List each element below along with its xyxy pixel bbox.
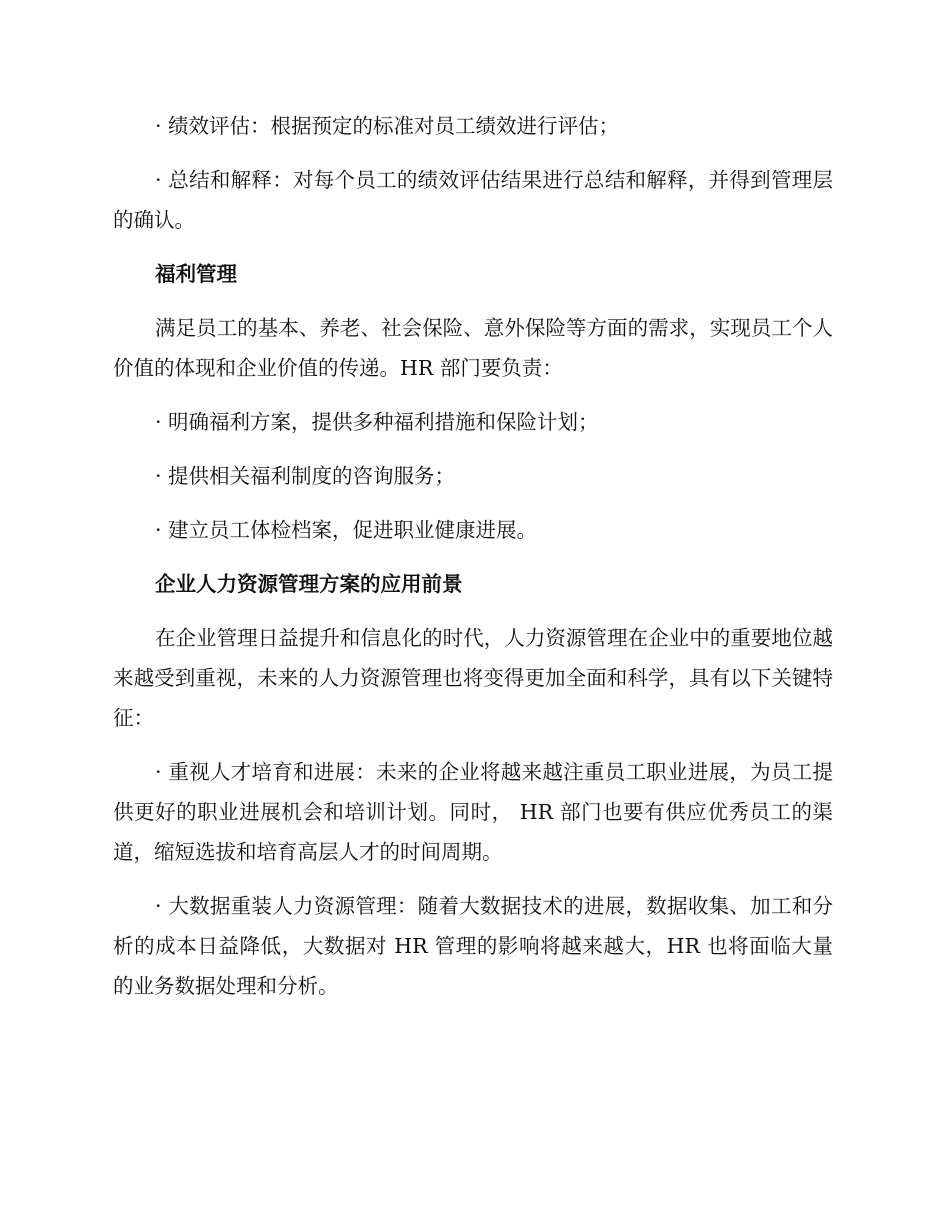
bullet-item: · 总结和解释：对每个员工的绩效评估结果进行总结和解释，并得到管理层的确认。 xyxy=(113,168,833,232)
document-body xyxy=(113,106,833,1020)
section-intro-outlook: 在企业管理日益提升和信息化的时代，人力资源管理在企业中的重要地位越来越受到重视，未来的人力资源管理也将变得更加全面和科学，具有以下关键特征： xyxy=(113,626,833,730)
section-heading-outlook: 企业人力资源管理方案的应用前景 xyxy=(155,572,463,596)
bullet-item: · 建立员工体检档案，促进职业健康进展。 xyxy=(155,518,538,542)
bullet-item: · 大数据重装人力资源管理：随着大数据技术的进展，数据收集、加工和分析的成本日益降低，大数据对 HR 管理的影响将越来越大，HR 也将面临大量的业务数据处理和分析。 xyxy=(113,894,833,998)
bullet-item: · 明确福利方案，提供多种福利措施和保险计划； xyxy=(155,410,599,434)
section-intro-welfare: 满足员工的基本、养老、社会保险、意外保险等方面的需求，实现员工个人价值的体现和企业价值的传递。HR 部门要负责： xyxy=(113,316,833,380)
bullet-item: · 绩效评估：根据预定的标准对员工绩效进行评估； xyxy=(155,114,620,138)
bullet-item: · 重视人才培育和进展：未来的企业将越来越注重员工职业进展，为员工提供更好的职业进展机会和培训计划。同时， HR 部门也要有供应优秀员工的渠道，缩短选拔和培育高层人才的时间周期。 xyxy=(113,760,833,864)
bullet-item: · 提供相关福利制度的咨询服务； xyxy=(155,464,456,488)
section-heading-welfare: 福利管理 xyxy=(155,262,237,286)
